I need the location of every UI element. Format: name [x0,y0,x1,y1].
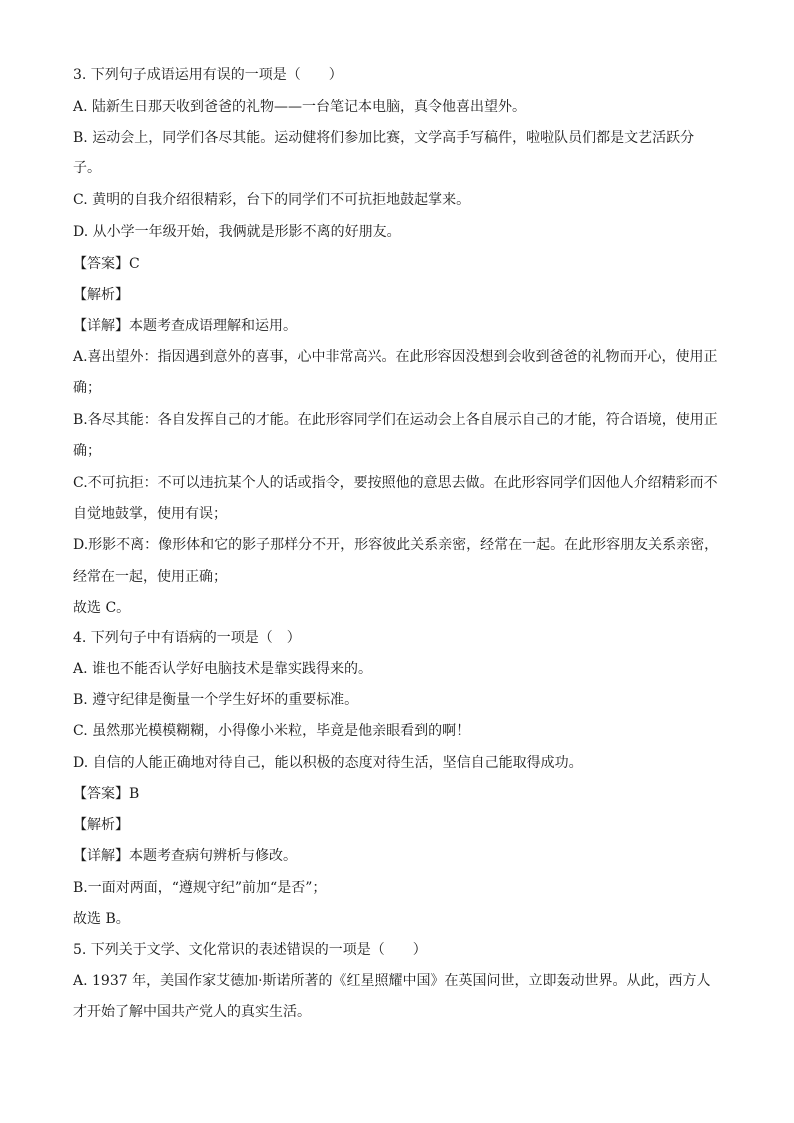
q3-option-c: C. 黄明的自我介绍很精彩，台下的同学们不可抗拒地鼓起掌来。 [73,192,471,208]
q3-detail: 【详解】本题考查成语理解和运用。 [73,318,297,334]
q3-explain-c-line2: 自觉地鼓掌，使用有误； [73,506,227,522]
q4-detail: 【详解】本题考查病句辨析与修改。 [73,848,297,864]
q3-answer: 【答案】C [73,256,140,272]
q3-explain-c-line1: C.不可抗拒：不可以违抗某个人的话或指令，要按照他的意思去做。在此形容同学们因他人介绍精彩而不 [73,475,718,491]
q4-option-b: B. 遵守纪律是衡量一个学生好坏的重要标准。 [73,692,359,708]
q3-conclusion: 故选 C。 [73,600,131,616]
q5-option-a-line1: A. 1937 年，美国作家艾德加·斯诺所著的《红星照耀中国》在英国问世，立即轰动世界。从此，西方人 [73,973,711,989]
q4-conclusion: 故选 B。 [73,911,130,927]
q4-answer: 【答案】B [73,786,140,802]
q4-stem: 4. 下列句子中有语病的一项是（ ） [73,630,301,646]
q3-option-b-line2: 子。 [73,160,101,176]
q3-explain-b-line2: 确； [73,443,101,459]
q3-option-a: A. 陆新生日那天收到爸爸的礼物——一台笔记本电脑，真令他喜出望外。 [73,99,527,115]
q4-explain-b: B.一面对两面，“遵规守纪”前加“是否”； [73,880,327,896]
q5-option-a-line2: 才开始了解中国共产党人的真实生活。 [73,1004,311,1020]
q3-explain-d-line1: D.形影不离：像形体和它的影子那样分不开，形容彼此关系亲密，经常在一起。在此形容朋友关系亲密， [73,537,719,553]
q3-analysis-label: 【解析】 [73,287,129,303]
q4-option-d: D. 自信的人能正确地对待自己，能以积极的态度对待生活，坚信自己能取得成功。 [73,755,583,771]
q4-option-c: C. 虽然那光模模糊糊，小得像小米粒，毕竟是他亲眼看到的啊！ [73,723,471,739]
q3-explain-d-line2: 经常在一起，使用正确； [73,569,227,585]
q3-stem: 3. 下列句子成语运用有误的一项是（ ） [73,67,343,83]
q3-explain-b-line1: B.各尽其能：各自发挥自己的才能。在此形容同学们在运动会上各自展示自己的才能，符合语境，使用正 [73,412,718,428]
q4-option-a: A. 谁也不能否认学好电脑技术是靠实践得来的。 [73,661,373,677]
q5-stem: 5. 下列关于文学、文化常识的表述错误的一项是（ ） [73,942,427,958]
q3-option-d: D. 从小学一年级开始，我俩就是形影不离的好朋友。 [73,224,401,240]
q4-analysis-label: 【解析】 [73,817,129,833]
q3-explain-a-line2: 确； [73,380,101,396]
q3-explain-a-line1: A.喜出望外：指因遇到意外的喜事，心中非常高兴。在此形容因没想到会收到爸爸的礼物而开心，使用正 [73,349,718,365]
q3-option-b-line1: B. 运动会上，同学们各尽其能。运动健将们参加比赛，文学高手写稿件，啦啦队员们都是文艺活跃分 [73,130,695,146]
